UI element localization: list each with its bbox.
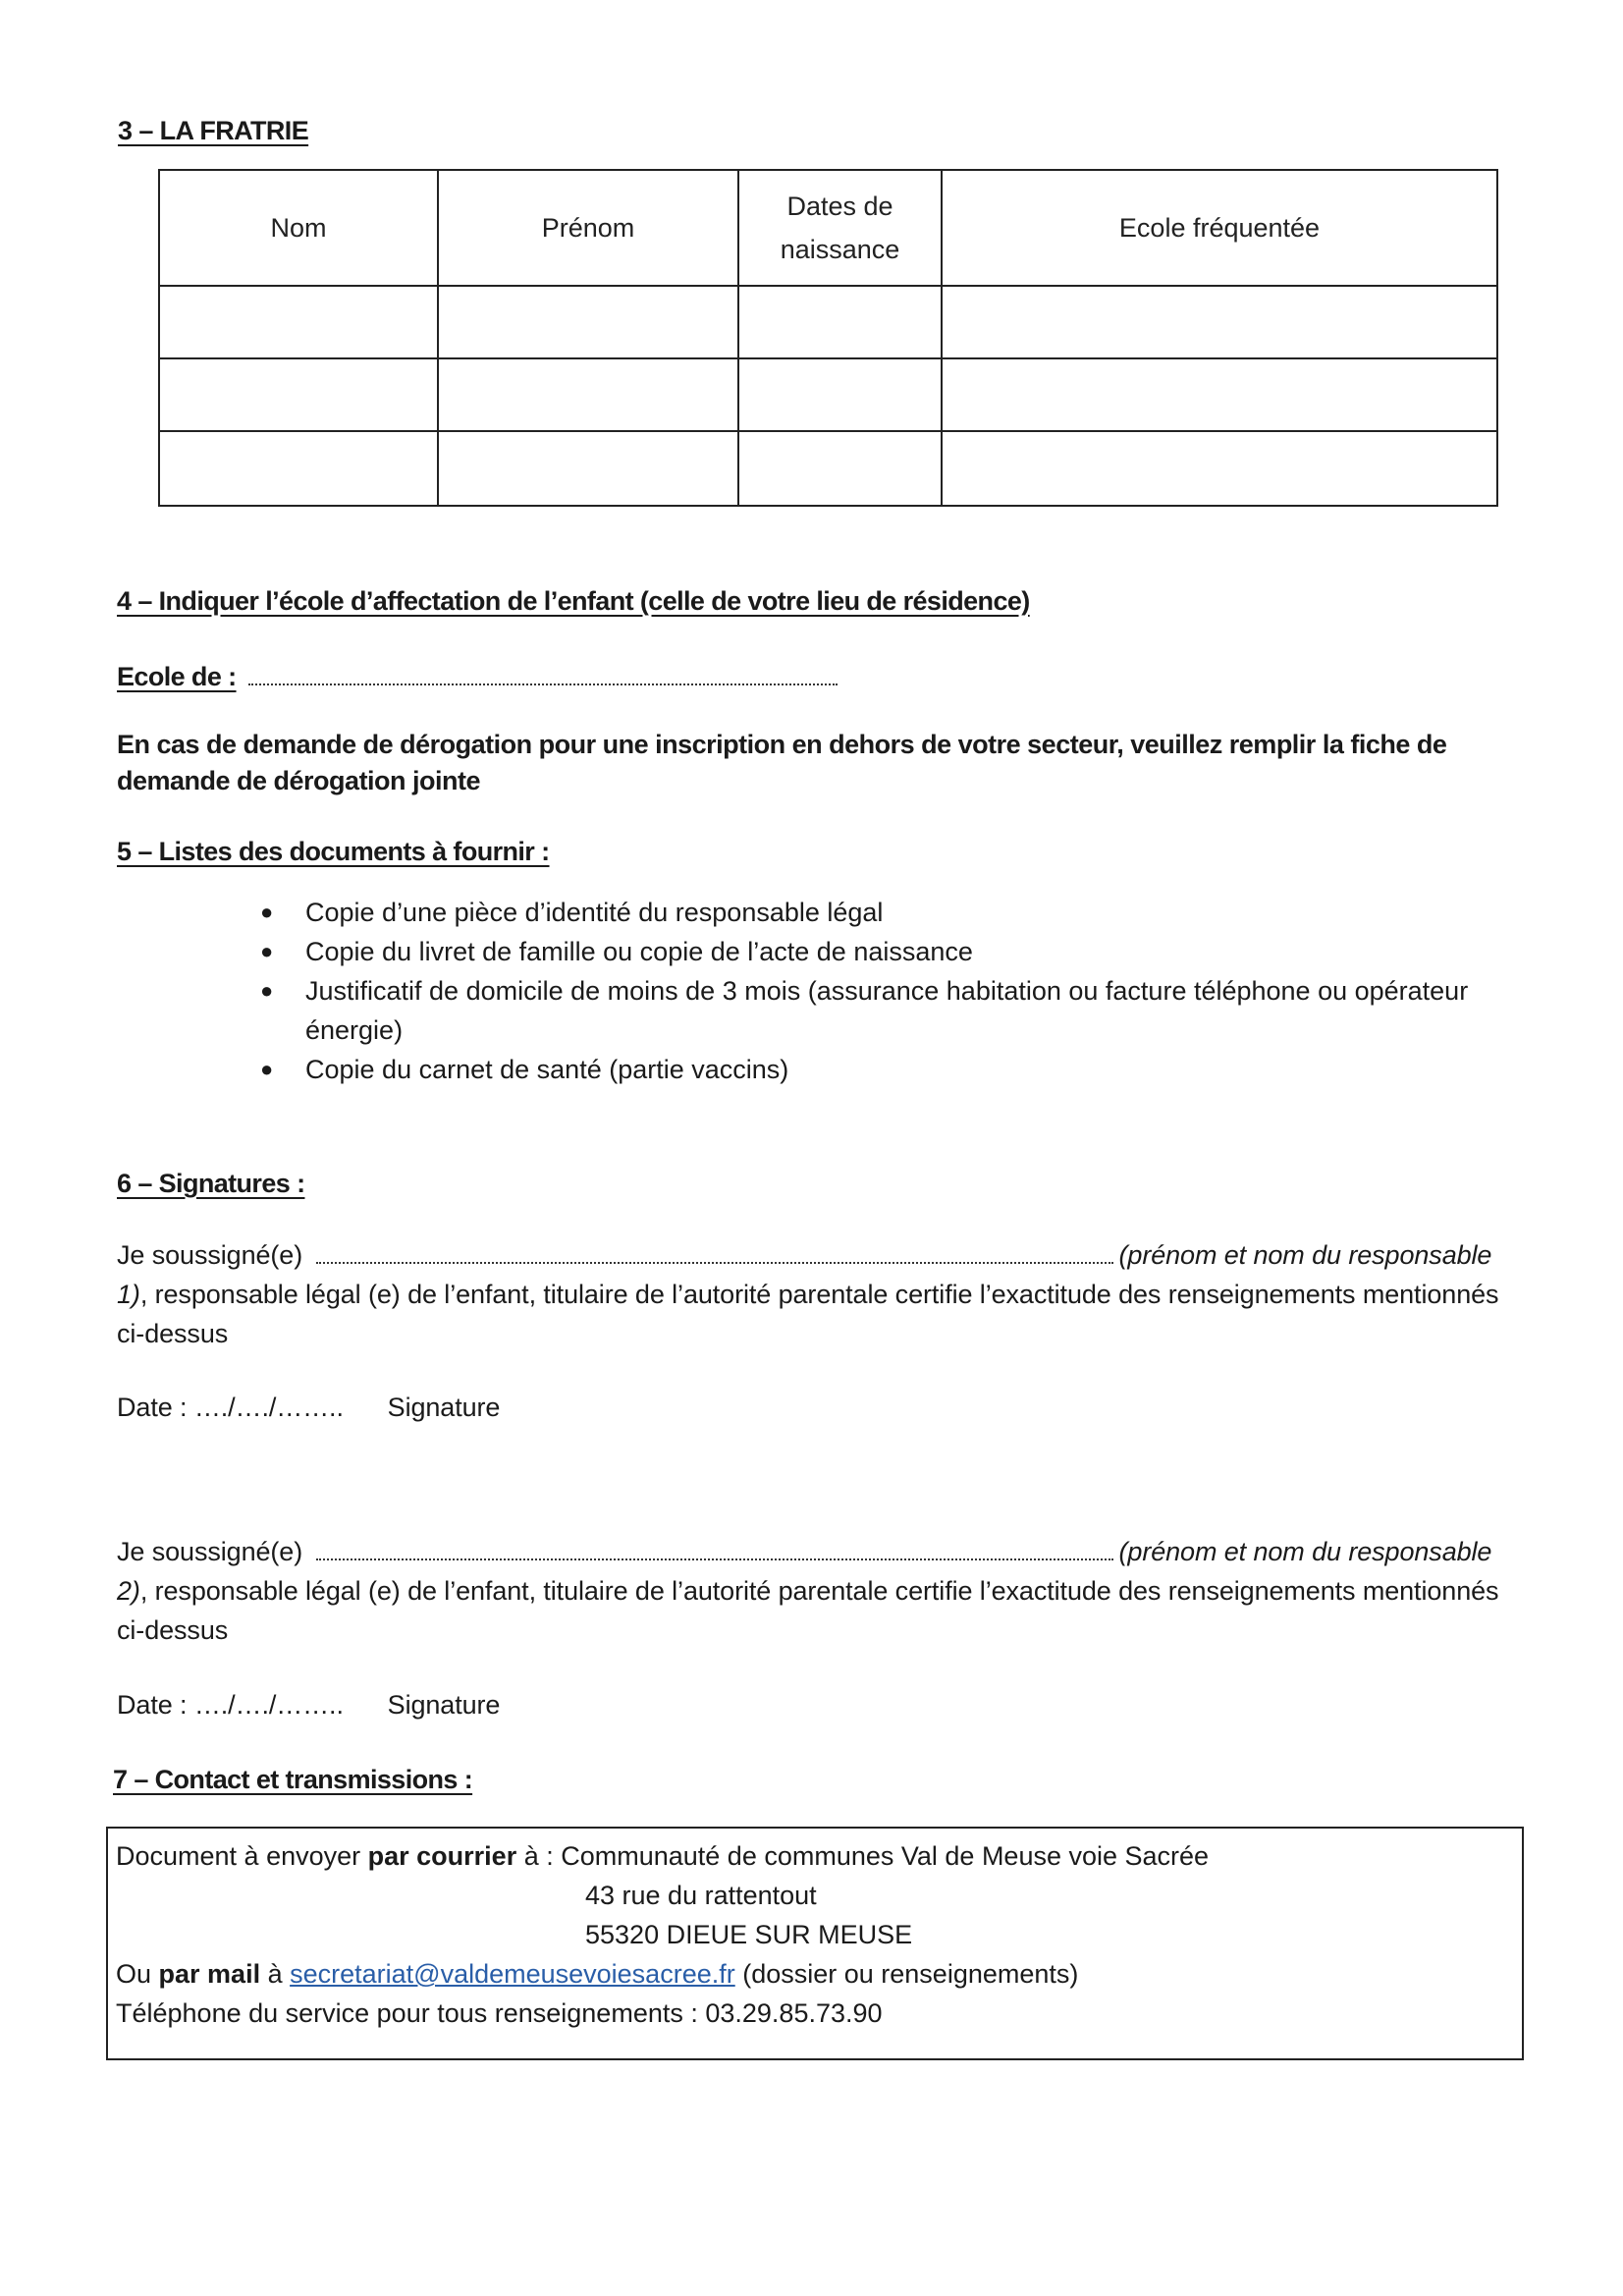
cell-ecole[interactable] [942,358,1497,431]
list-item [260,971,1523,1050]
address-street: 43 rue du rattentout [585,1881,817,1910]
table-row [159,286,1497,358]
section-7-heading: 7 – Contact et transmissions : [113,1765,473,1794]
date-signature-line-2 [117,1685,500,1724]
signature-label: Signature [387,1690,501,1720]
section-3-heading: 3 – LA FRATRIE [118,116,309,145]
table-row [159,431,1497,506]
date-field[interactable]: Date : …./…./…….. [117,1393,344,1422]
courrier-bold: par courrier [367,1841,517,1871]
signature-label: Signature [387,1393,501,1422]
cell-date[interactable] [738,286,942,358]
signature-block-1 [117,1235,1511,1353]
cell-nom[interactable] [159,431,438,506]
list-item [260,893,1523,932]
certification-text: , responsable légal (e) de l’enfant, titulaire de l’autorité parentale certifie l’exactitude des renseignements mentionnés ci-dessus [117,1576,1499,1645]
section-4-heading: 4 – Indiquer l’école d’affectation de l’enfant (celle de votre lieu de résidence) [117,586,1030,616]
list-item-text: Copie du carnet de santé (partie vaccins) [305,1055,789,1084]
cell-date[interactable] [738,431,942,506]
courrier-recipient: à : Communauté de communes Val de Meuse voie Sacrée [516,1841,1210,1871]
section-5-heading: 5 – Listes des documents à fournir : [117,837,550,866]
contact-box [106,1827,1524,2060]
bullet-icon: ● [260,939,274,963]
certification-text: , responsable légal (e) de l’enfant, titulaire de l’autorité parentale certifie l’exactitude des renseignements mentionnés ci-dessus [117,1280,1499,1348]
phone-line: Téléphone du service pour tous renseignements : 03.29.85.73.90 [116,1998,883,2028]
mail-suffix: (dossier ou renseignements) [734,1959,1079,1989]
date-signature-line-1 [117,1388,500,1427]
courrier-line [116,1836,1522,1876]
cell-nom[interactable] [159,286,438,358]
header-nom: Nom [159,170,438,286]
table-header-row [159,170,1497,286]
responsable-1-name-field[interactable] [316,1238,1113,1264]
mail-bold: par mail [158,1959,261,1989]
derogation-notice: En cas de demande de dérogation pour une inscription en dehors de votre secteur, veuillez remplir la fiche de demande de dérogation jointe [117,730,1447,795]
list-item-text: Copie d’une pièce d’identité du responsable légal [305,898,884,927]
table-row [159,358,1497,431]
courrier-prefix: Document à envoyer [116,1841,368,1871]
bullet-icon: ● [260,978,274,1003]
ecole-de-label: Ecole de : [117,662,237,691]
ecole-de-field[interactable] [248,660,838,685]
list-item [260,1050,1523,1089]
soussigne-label: Je soussigné(e) [117,1240,303,1270]
address-city: 55320 DIEUE SUR MEUSE [585,1920,913,1949]
cell-date[interactable] [738,358,942,431]
soussigne-label: Je soussigné(e) [117,1537,303,1566]
mail-link[interactable]: secretariat@valdemeusevoiesacree.fr [290,1959,735,1989]
list-item-text: Justificatif de domicile de moins de 3 mois (assurance habitation ou facture téléphone ou opérateur énergie) [305,976,1469,1045]
mail-mid: à [260,1959,291,1989]
fratrie-table [158,169,1498,507]
ecole-de-line [117,660,838,692]
list-item [260,932,1523,971]
signature-block-2 [117,1532,1511,1650]
cell-ecole[interactable] [942,286,1497,358]
bullet-icon: ● [260,1057,274,1081]
cell-nom[interactable] [159,358,438,431]
date-field[interactable]: Date : …./…./…….. [117,1690,344,1720]
header-dates-naissance [738,170,942,286]
list-item-text: Copie du livret de famille ou copie de l’acte de naissance [305,937,973,966]
responsable-1-note: (prénom et nom du responsable 1) [117,1240,1492,1309]
responsable-2-name-field[interactable] [316,1535,1113,1560]
section-6-heading: 6 – Signatures : [117,1169,305,1198]
documents-list [260,893,1523,1089]
header-ecole-frequentee: Ecole fréquentée [942,170,1497,286]
mail-prefix: Ou [116,1959,159,1989]
cell-prenom[interactable] [438,286,738,358]
cell-prenom[interactable] [438,358,738,431]
header-dates-naissance-text: Dates de naissance [780,191,900,264]
cell-ecole[interactable] [942,431,1497,506]
header-prenom: Prénom [438,170,738,286]
bullet-icon: ● [260,900,274,924]
responsable-2-note: (prénom et nom du responsable 2) [117,1537,1492,1606]
mail-line [116,1954,1522,1994]
cell-prenom[interactable] [438,431,738,506]
